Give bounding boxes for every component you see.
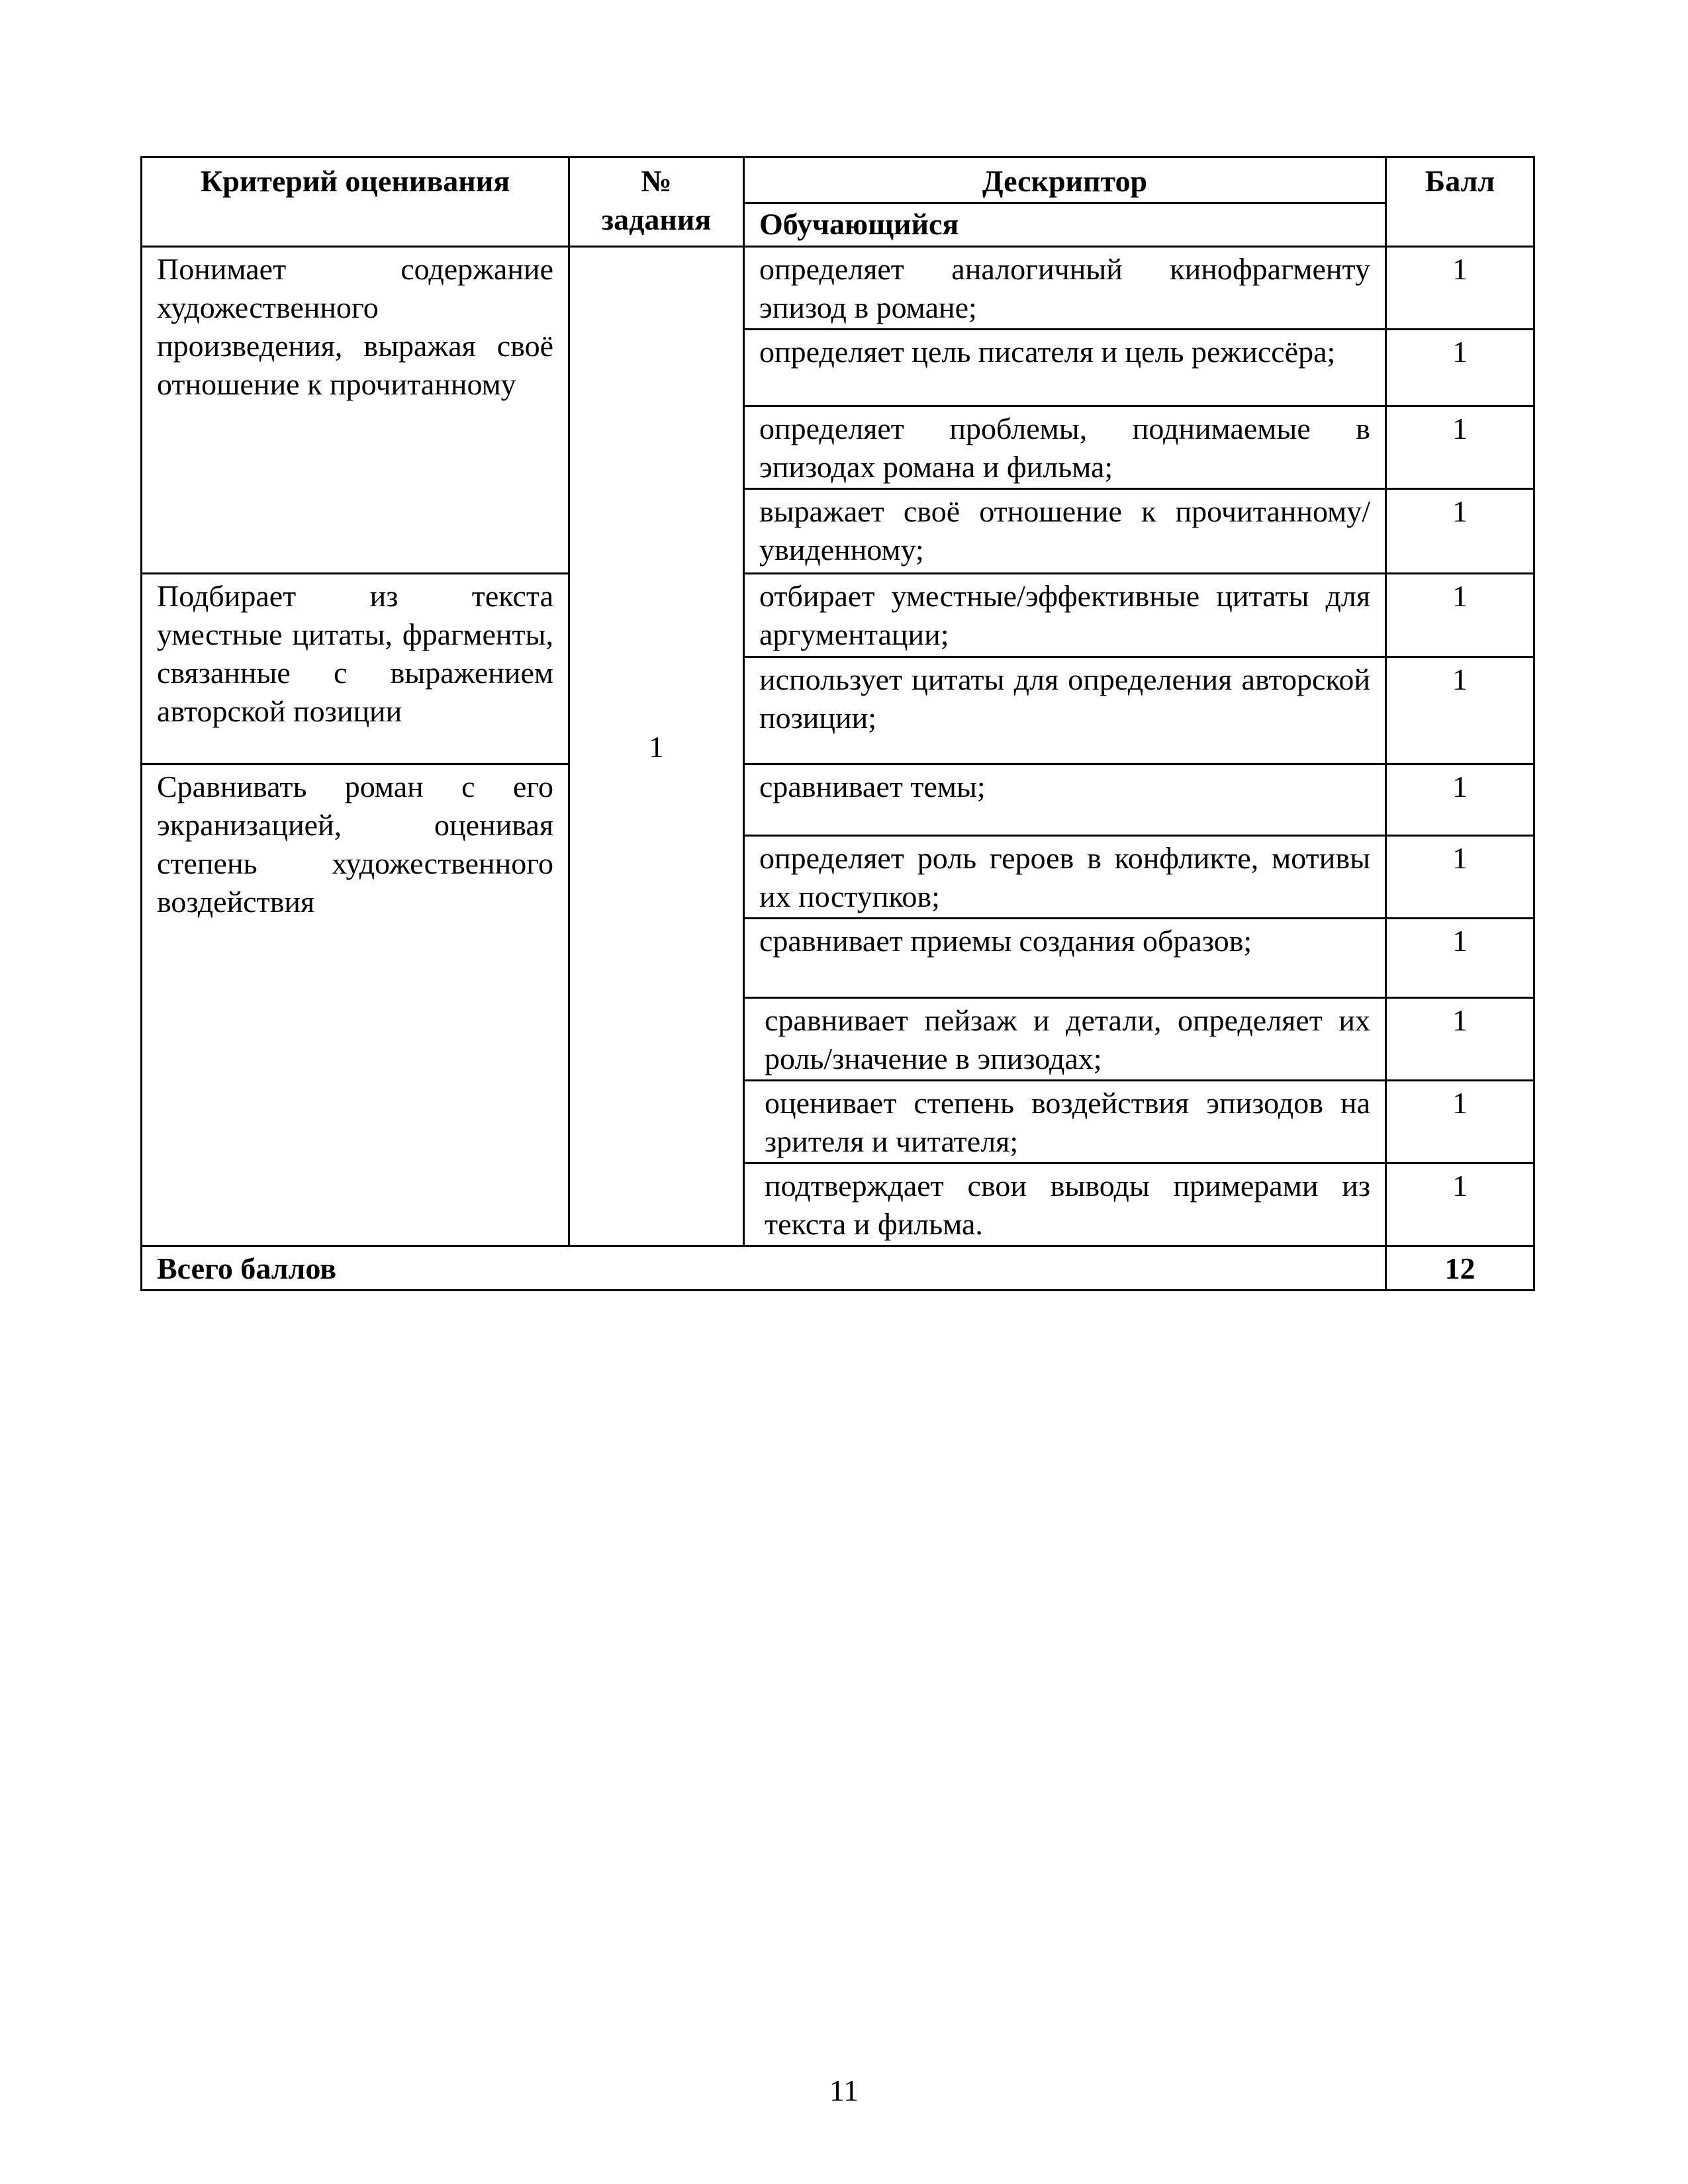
- criterion-cell: Понимает содержание художественного произведения, выражая своё отношение к прочитанному: [142, 247, 569, 574]
- score-cell: 1: [1386, 247, 1534, 330]
- score-cell: 1: [1386, 406, 1534, 489]
- descriptor-cell: определяет проблемы, поднимаемые в эпизодах романа и фильма;: [744, 406, 1386, 489]
- table-row: [142, 764, 1534, 836]
- score-cell: 1: [1386, 919, 1534, 998]
- descriptor-cell: сравнивает приемы создания образов;: [744, 919, 1386, 998]
- descriptor-cell: оценивает степень воздействия эпизодов на зрителя и читателя;: [744, 1081, 1386, 1163]
- descriptor-cell: сравнивает темы;: [744, 764, 1386, 836]
- score-cell: 1: [1386, 764, 1534, 836]
- descriptor-cell: отбирает уместные/эффективные цитаты для аргументации;: [744, 574, 1386, 657]
- header-row: [142, 158, 1534, 203]
- header-descriptor: Дескриптор: [744, 158, 1386, 203]
- score-cell: 1: [1386, 657, 1534, 764]
- score-cell: 1: [1386, 1163, 1534, 1246]
- header-score: Балл: [1386, 158, 1534, 247]
- criterion-cell: Сравнивать роман с его экранизацией, оценивая степень художественного воздействия: [142, 764, 569, 1246]
- score-cell: 1: [1386, 489, 1534, 574]
- total-value: 12: [1386, 1246, 1534, 1291]
- page-number: 11: [829, 2073, 859, 2107]
- descriptor-cell: определяет цель писателя и цель режиссёра;: [744, 330, 1386, 406]
- header-criterion: Критерий оценивания: [142, 158, 569, 247]
- total-row: [142, 1246, 1534, 1291]
- score-cell: 1: [1386, 998, 1534, 1081]
- score-cell: 1: [1386, 836, 1534, 919]
- descriptor-cell: определяет аналогичный кинофрагменту эпизод в романе;: [744, 247, 1386, 330]
- score-cell: 1: [1386, 574, 1534, 657]
- descriptor-cell: подтверждает свои выводы примерами из текста и фильма.: [744, 1163, 1386, 1246]
- header-task-number: № задания: [569, 158, 744, 247]
- criterion-cell: Подбирает из текста уместные цитаты, фрагменты, связанные с выражением авторской позиции: [142, 574, 569, 764]
- descriptor-cell: выражает своё отношение к прочитанному/увиденному;: [744, 489, 1386, 574]
- assessment-rubric-table: [140, 156, 1535, 1291]
- descriptor-cell: определяет роль героев в конфликте, мотивы их поступков;: [744, 836, 1386, 919]
- table-row: [142, 247, 1534, 330]
- total-label: Всего баллов: [142, 1246, 1386, 1291]
- score-cell: 1: [1386, 330, 1534, 406]
- descriptor-cell: сравнивает пейзаж и детали, определяет их роль/значение в эпизодах;: [744, 998, 1386, 1081]
- table-row: [142, 574, 1534, 657]
- descriptor-cell: использует цитаты для определения авторской позиции;: [744, 657, 1386, 764]
- header-descriptor-subject: Обучающийся: [744, 203, 1386, 247]
- score-cell: 1: [1386, 1081, 1534, 1163]
- task-number-cell: 1: [569, 247, 744, 1246]
